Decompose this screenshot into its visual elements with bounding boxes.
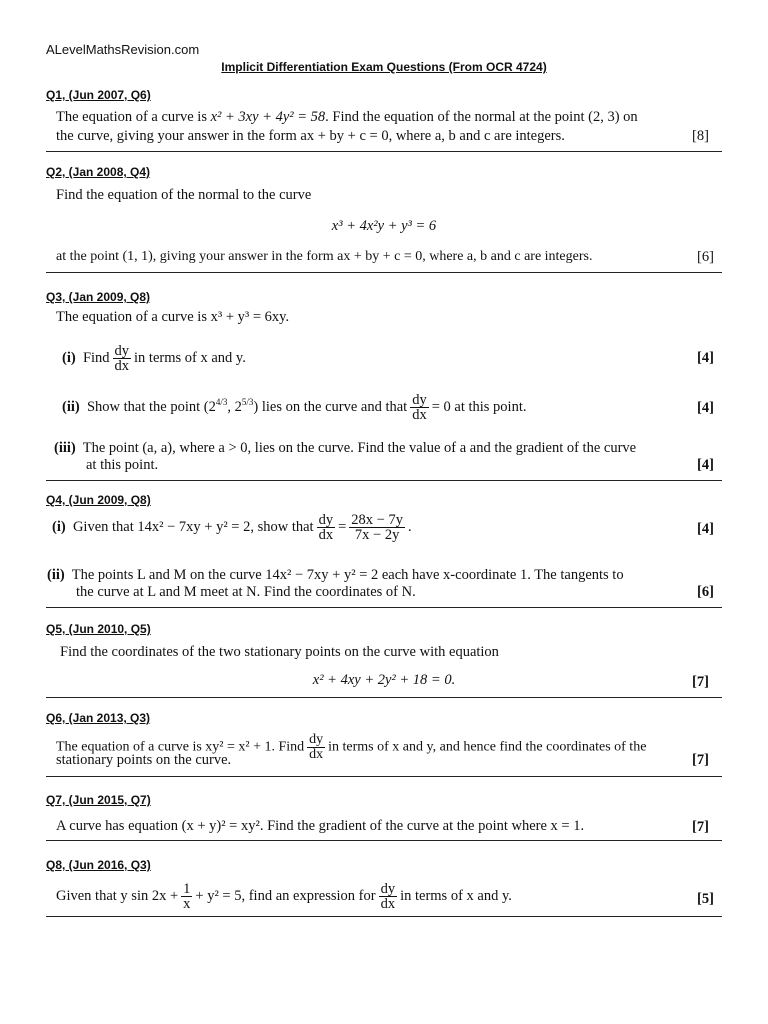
q8-text-b: + y² = 5, find an expression for <box>195 887 376 904</box>
q1-heading: Q1, (Jun 2007, Q6) <box>46 88 151 102</box>
separator <box>46 272 722 273</box>
q1-text-a: The equation of a curve is <box>56 109 211 125</box>
q6-derivative <box>307 733 325 762</box>
q4-part-i-mark: [4] <box>697 521 714 537</box>
q5-equation-text: x² + 4xy + 2y² + 18 = 0. <box>312 672 456 688</box>
q3-part-iii-mark: [4] <box>697 457 714 473</box>
q4-part-ii-mark: [6] <box>697 584 714 600</box>
q5-equation <box>0 672 768 689</box>
q3-part-i-mark: [4] <box>697 350 714 366</box>
page-title: Implicit Differentiation Exam Questions (From OCR 4724) <box>221 60 547 74</box>
q3-part-ii-text-mid: , 2 <box>227 398 242 415</box>
q3-part-i-text-a: Find <box>82 349 110 366</box>
q3-part-i-label: (i) <box>62 349 76 366</box>
separator <box>46 916 722 917</box>
fraction-denominator: 7x − 2y <box>354 527 400 543</box>
q3-part-iii-label: (iii) <box>54 440 76 456</box>
fraction-denominator: dx <box>380 896 396 912</box>
q8-line-1 <box>56 882 512 911</box>
q4-part-i-text: Given that 14x² − 7xy + y² = 2, show that <box>72 518 314 535</box>
q3-part-ii-label: (ii) <box>62 398 80 415</box>
fraction-denominator: dx <box>412 407 427 423</box>
fraction-denominator: dx <box>318 527 334 543</box>
q6-text-a: The equation of a curve is xy² = x² + 1. Find <box>56 739 305 755</box>
separator <box>46 607 722 608</box>
q3-part-ii-text-c: = 0 at this point. <box>431 398 527 415</box>
q5-mark: [7] <box>692 674 709 690</box>
q4-part-ii-label: (ii) <box>47 567 65 583</box>
q6-heading: Q6, (Jan 2013, Q3) <box>46 711 151 725</box>
q7-line-1: A curve has equation (x + y)² = xy². Find the gradient of the curve at the point where x = 1. <box>56 818 585 834</box>
q6-text-b: in terms of x and y, and hence find the coordinates of the <box>328 739 647 755</box>
q3-part-ii-text-a: Show that the point (2 <box>86 398 216 415</box>
q5-heading: Q5, (Jun 2010, Q5) <box>46 622 151 636</box>
q3-part-iii-line-1 <box>54 439 636 457</box>
q3-part-i-text-b: in terms of x and y. <box>134 349 246 366</box>
q1-text-b: . Find the equation of the normal at the point (2, 3) on <box>325 109 638 125</box>
site-name: ALevelMathsRevision.com <box>46 42 200 57</box>
fraction-denominator: x <box>183 896 191 912</box>
q2-heading: Q2, (Jan 2008, Q4) <box>46 165 151 179</box>
q3-part-i-derivative <box>113 344 132 373</box>
separator <box>46 776 722 777</box>
q2-line-2: at the point (1, 1), giving your answer in the form ax + by + c = 0, where a, b and c are integers. <box>56 249 593 264</box>
q8-text-a: Given that y sin 2x + <box>56 887 179 904</box>
q4-part-i <box>52 513 412 542</box>
q4-part-i-label: (i) <box>52 518 66 535</box>
q8-reciprocal <box>181 882 192 911</box>
q4-part-i-quotient <box>349 513 405 542</box>
separator <box>46 840 722 841</box>
q1-equation: x² + 3xy + 4y² = 58 <box>210 109 326 125</box>
q8-derivative <box>379 882 398 911</box>
fraction-numerator: dy <box>412 392 427 408</box>
q8-heading: Q8, (Jun 2016, Q3) <box>46 858 151 872</box>
q8-text-c: in terms of x and y. <box>400 887 512 904</box>
fraction-numerator: dy <box>309 732 324 747</box>
q3-part-ii-derivative <box>410 393 429 422</box>
q4-part-ii-line-1 <box>47 566 624 584</box>
q4-heading: Q4, (Jun 2009, Q8) <box>46 493 151 507</box>
fraction-numerator: 1 <box>183 881 191 897</box>
fraction-numerator: dy <box>318 512 334 528</box>
q3-part-iii-line-2: at this point. <box>86 457 159 473</box>
fraction-denominator: dx <box>114 358 130 374</box>
q3-part-ii-mark: [4] <box>697 400 714 416</box>
q3-line-1: The equation of a curve is x³ + y³ = 6xy. <box>56 309 290 325</box>
q2-line-1: Find the equation of the normal to the curve <box>56 187 312 203</box>
q2-equation <box>0 218 768 235</box>
q4-part-i-derivative <box>317 513 336 542</box>
q4-part-ii-line-2: the curve at L and M meet at N. Find the coordinates of N. <box>76 584 416 600</box>
q3-heading: Q3, (Jan 2009, Q8) <box>46 290 151 304</box>
q8-mark: [5] <box>697 891 714 907</box>
q1-line-2: the curve, giving your answer in the form ax + by + c = 0, where a, b and c are integers. <box>56 128 565 144</box>
q3-part-iii-text: The point (a, a), where a > 0, lies on the curve. Find the value of a and the gradient of the curve <box>82 440 637 456</box>
fraction-numerator: 28x − 7y <box>351 512 403 528</box>
separator <box>46 480 722 481</box>
fraction-denominator: dx <box>309 747 324 762</box>
q3-part-i <box>62 344 246 373</box>
q1-mark: [8] <box>692 128 709 144</box>
separator <box>46 697 722 698</box>
q3-exponent-2: 5/3 <box>241 396 254 407</box>
separator <box>46 151 722 152</box>
q3-part-ii <box>62 393 526 422</box>
q2-equation-text: x³ + 4x²y + y³ = 6 <box>331 218 437 234</box>
q3-part-ii-text-b: ) lies on the curve and that <box>253 398 408 415</box>
q1-line-1 <box>56 108 638 126</box>
q4-part-ii-text: The points L and M on the curve 14x² − 7xy + y² = 2 each have x-coordinate 1. The tangents to <box>71 567 624 583</box>
q2-mark: [6] <box>697 249 714 265</box>
q6-mark: [7] <box>692 752 709 768</box>
q6-line-2: stationary points on the curve. <box>56 752 232 768</box>
q4-equals: = <box>338 518 347 535</box>
fraction-numerator: dy <box>114 343 130 359</box>
q4-period: . <box>407 518 412 535</box>
q3-exponent-1: 4/3 <box>215 396 228 407</box>
fraction-numerator: dy <box>380 881 396 897</box>
q7-mark: [7] <box>692 819 709 835</box>
q5-line-1: Find the coordinates of the two stationary points on the curve with equation <box>60 644 499 660</box>
q7-heading: Q7, (Jun 2015, Q7) <box>46 793 151 807</box>
